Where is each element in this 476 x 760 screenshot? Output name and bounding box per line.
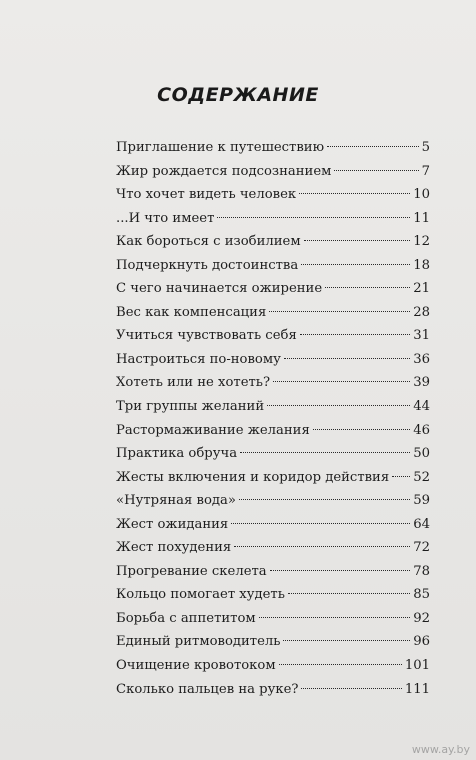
toc-entry bbox=[116, 654, 430, 678]
toc-entry-title: Сколько пальцев на руке? bbox=[116, 681, 299, 697]
toc-entry-page: 39 bbox=[413, 375, 430, 391]
toc-entry-title: Жест ожидания bbox=[116, 516, 229, 532]
toc-entry-title: С чего начинается ожирение bbox=[116, 281, 323, 297]
toc-entry-page: 21 bbox=[413, 281, 430, 297]
toc-entry-page: 10 bbox=[413, 187, 430, 203]
dot-leader bbox=[217, 217, 410, 218]
toc-entry-page: 78 bbox=[413, 563, 430, 579]
toc-entry-title: Борьба с аппетитом bbox=[116, 610, 256, 626]
toc-entry-title: Хотеть или не хотеть? bbox=[116, 375, 271, 391]
dot-leader bbox=[240, 452, 410, 453]
toc-entry-title: Очищение кровотоком bbox=[116, 658, 276, 674]
toc-entry bbox=[116, 536, 430, 560]
dot-leader bbox=[283, 640, 410, 641]
toc-entry bbox=[116, 513, 430, 537]
toc-entry-title: Жесты включения и коридор действия bbox=[116, 469, 390, 485]
toc-entry-page: 7 bbox=[421, 163, 430, 179]
toc-entry bbox=[116, 678, 430, 702]
toc-entry-title: Жир рождается подсознанием bbox=[116, 163, 332, 179]
toc-entry-page: 18 bbox=[413, 257, 430, 273]
toc-entry-title: Кольцо помогает худеть bbox=[116, 587, 285, 603]
dot-leader bbox=[313, 429, 410, 430]
toc-entry-page: 101 bbox=[404, 658, 430, 674]
toc-entry-page: 59 bbox=[413, 493, 430, 509]
dot-leader bbox=[325, 287, 410, 288]
toc-entry bbox=[116, 560, 430, 584]
toc-entry-page: 50 bbox=[413, 446, 430, 462]
toc-entry-page: 85 bbox=[413, 587, 430, 603]
toc-entry bbox=[116, 607, 430, 631]
toc-entry bbox=[116, 301, 430, 325]
toc-entry-page: 36 bbox=[413, 351, 430, 367]
dot-leader bbox=[327, 146, 419, 147]
dot-leader bbox=[301, 264, 410, 265]
toc-entry-page: 52 bbox=[413, 469, 430, 485]
toc-entry-title: Как бороться с изобилием bbox=[116, 234, 301, 250]
dot-leader bbox=[301, 688, 401, 689]
page-title: СОДЕРЖАНИЕ bbox=[157, 84, 319, 106]
toc-entry-title: Настроиться по-новому bbox=[116, 351, 281, 367]
toc-entry-title: Учиться чувствовать себя bbox=[116, 328, 297, 344]
toc-entry bbox=[116, 324, 430, 348]
toc-entry-title: ...И что имеет bbox=[116, 210, 215, 226]
toc-entry-page: 111 bbox=[404, 681, 430, 697]
dot-leader bbox=[300, 334, 410, 335]
toc-entry-title: Растормаживание желания bbox=[116, 422, 310, 438]
table-of-contents bbox=[116, 136, 430, 701]
toc-entry-title: Жест похудения bbox=[116, 540, 232, 556]
toc-entry-page: 12 bbox=[413, 234, 430, 250]
toc-entry bbox=[116, 136, 430, 160]
toc-entry bbox=[116, 277, 430, 301]
toc-entry bbox=[116, 630, 430, 654]
toc-entry-title: Единый ритмоводитель bbox=[116, 634, 281, 650]
toc-entry-page: 92 bbox=[413, 610, 430, 626]
toc-entry-page: 96 bbox=[413, 634, 430, 650]
toc-entry-title: Что хочет видеть человек bbox=[116, 187, 297, 203]
dot-leader bbox=[304, 240, 411, 241]
toc-entry bbox=[116, 466, 430, 490]
toc-entry bbox=[116, 207, 430, 231]
toc-entry-title: Три группы желаний bbox=[116, 399, 265, 415]
dot-leader bbox=[239, 499, 410, 500]
toc-entry-page: 5 bbox=[421, 140, 430, 155]
toc-entry bbox=[116, 230, 430, 254]
dot-leader bbox=[279, 664, 402, 665]
toc-entry-title: Приглашение к путешествию bbox=[116, 140, 325, 155]
toc-entry bbox=[116, 371, 430, 395]
dot-leader bbox=[267, 405, 410, 406]
toc-entry bbox=[116, 254, 430, 278]
dot-leader bbox=[259, 617, 411, 618]
toc-entry bbox=[116, 183, 430, 207]
toc-entry bbox=[116, 348, 430, 372]
toc-entry bbox=[116, 160, 430, 184]
toc-entry bbox=[116, 442, 430, 466]
toc-entry bbox=[116, 419, 430, 443]
dot-leader bbox=[288, 593, 410, 594]
toc-entry-page: 72 bbox=[413, 540, 430, 556]
dot-leader bbox=[392, 476, 410, 477]
toc-entry bbox=[116, 395, 430, 419]
dot-leader bbox=[270, 570, 411, 571]
toc-entry bbox=[116, 489, 430, 513]
toc-entry-page: 64 bbox=[413, 516, 430, 532]
toc-entry-title: Практика обруча bbox=[116, 446, 238, 462]
toc-entry-page: 46 bbox=[413, 422, 430, 438]
toc-entry bbox=[116, 583, 430, 607]
toc-entry-page: 44 bbox=[413, 399, 430, 415]
toc-entry-page: 31 bbox=[413, 328, 430, 344]
dot-leader bbox=[273, 381, 410, 382]
dot-leader bbox=[234, 546, 410, 547]
watermark: www.ay.by bbox=[411, 743, 470, 756]
dot-leader bbox=[334, 170, 418, 171]
toc-entry-title: «Нутряная вода» bbox=[116, 493, 236, 509]
dot-leader bbox=[284, 358, 410, 359]
toc-entry-title: Прогревание скелета bbox=[116, 563, 267, 579]
dot-leader bbox=[231, 523, 410, 524]
toc-entry-page: 28 bbox=[413, 304, 430, 320]
dot-leader bbox=[269, 311, 410, 312]
toc-entry-page: 11 bbox=[413, 210, 430, 226]
dot-leader bbox=[299, 193, 410, 194]
toc-entry-title: Вес как компенсация bbox=[116, 304, 267, 320]
toc-entry-title: Подчеркнуть достоинства bbox=[116, 257, 299, 273]
